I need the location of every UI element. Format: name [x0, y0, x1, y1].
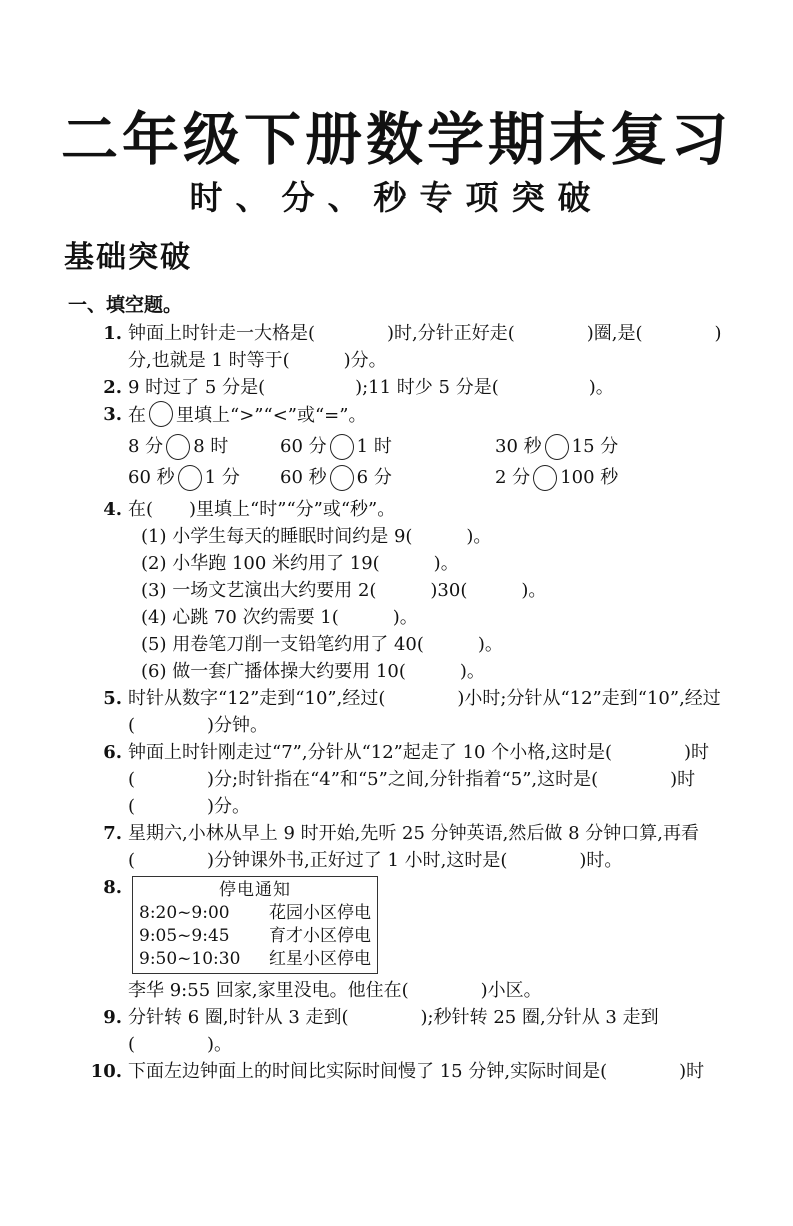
question-line: 分针转 6 圈,时针从 3 走到( );秒针转 25 圈,分针从 3 走到( )。: [128, 1007, 659, 1056]
comparison-circle: [545, 434, 569, 460]
question-line: 钟面上时针走一大格是( )时,分针正好走( )圈,是( ): [128, 323, 722, 345]
question-item: [88, 685, 748, 739]
question-line: 星期六,小林从早上 9 时开始,先听 25 分钟英语,然后做 8 分钟口算,再看: [128, 823, 700, 845]
question-number: 4.: [103, 499, 122, 521]
notice-row: [139, 902, 371, 925]
question-line: 在( )里填上“时”“分”或“秒”。: [128, 499, 396, 521]
question-item: [88, 374, 748, 401]
comparison-circle: [166, 434, 190, 460]
question-number: 10.: [90, 1061, 122, 1083]
comparison-cell: [128, 462, 280, 493]
question-body: [128, 820, 748, 874]
section-heading: 基础突破: [64, 240, 192, 276]
question-number: 7.: [103, 823, 122, 845]
question-body: [128, 1004, 748, 1058]
notice-time: 9:05~9:45: [139, 926, 230, 947]
question-line: (1) 小学生每天的睡眠时间约是 9( )。: [141, 526, 492, 548]
notice-title: 停电通知: [219, 880, 291, 901]
question-item: [88, 820, 748, 874]
question-number: 8.: [103, 877, 122, 899]
question-line: 分,也就是 1 时等于( )分。: [128, 350, 387, 372]
notice-label: 育才小区停电: [269, 926, 371, 947]
question-line: (5) 用卷笔刀削一支铅笔约用了 40( )。: [141, 634, 503, 656]
question-line: ( )分;时针指在“4”和“5”之间,分针指着“5”,这时是( )时: [128, 769, 696, 791]
comparison-circle: [149, 401, 173, 427]
question-number: 6.: [103, 742, 122, 764]
comparison-right: 6 分: [356, 467, 392, 489]
comparison-right: 8 时: [193, 436, 229, 458]
worksheet-page: [0, 104, 793, 1226]
question-body: [128, 496, 748, 685]
comparison-left: 60 分: [280, 436, 327, 458]
comparison-cell: [128, 431, 280, 462]
page-subtitle: 时、分、秒专项突破: [189, 178, 604, 218]
question-body: [128, 401, 748, 496]
comparison-right: 1 分: [204, 467, 240, 489]
question-line: 9 时过了 5 分是( );11 时少 5 分是( )。: [128, 377, 614, 399]
comparison-left: 60 秒: [280, 467, 327, 489]
comparison-cell: [280, 431, 495, 462]
question-body: [128, 685, 748, 739]
comparison-right: 1 时: [356, 436, 392, 458]
question-line: ( )分。: [128, 796, 251, 818]
question-line: ( )分钟课外书,正好过了 1 小时,这时是( )时。: [128, 850, 623, 872]
question-body: [128, 1058, 748, 1085]
comparison-left: 60 秒: [128, 467, 175, 489]
notice-time: 9:50~10:30: [139, 949, 241, 970]
question-line: (4) 心跳 70 次约需要 1( )。: [141, 607, 418, 629]
question-item: [88, 1004, 748, 1058]
question-item: [88, 1058, 748, 1085]
comparison-circle: [533, 465, 557, 491]
comparison-right: 15 分: [571, 436, 619, 458]
question-number: 5.: [103, 688, 122, 710]
question-number: 3.: [103, 404, 122, 426]
question-item: [88, 739, 748, 820]
notice-label: 花园小区停电: [269, 903, 371, 924]
question-line: ( )分钟。: [128, 715, 269, 737]
question-body: [128, 374, 748, 401]
question-body: [128, 739, 748, 820]
part-heading: 一、填空题。: [68, 294, 183, 317]
notice-row: [139, 948, 371, 971]
comparison-circle: [178, 465, 202, 491]
question-line: 在 里填上“>”“<”或“=”。: [128, 401, 748, 429]
question-line: 下面左边钟面上的时间比实际时间慢了 15 分钟,实际时间是( )时: [128, 1061, 705, 1083]
question-item: [88, 401, 748, 496]
comparison-left: 8 分: [128, 436, 164, 458]
question-list: [88, 320, 748, 1085]
question-line: (2) 小华跑 100 米约用了 19( )。: [141, 553, 459, 575]
comparison-cell: [495, 431, 748, 462]
question-line: (3) 一场文艺演出大约要用 2( )30( )。: [141, 580, 547, 602]
question-line: 李华 9:55 回家,家里没电。他住在( )小区。: [128, 980, 542, 1002]
comparison-left: 2 分: [495, 467, 531, 489]
question-number: 1.: [103, 323, 122, 345]
notice-time: 8:20~9:00: [139, 903, 230, 924]
page-title: 二年级下册数学期末复习: [61, 106, 732, 173]
question-number: 9.: [103, 1007, 122, 1029]
notice-row: [139, 925, 371, 948]
question-body: [128, 320, 748, 374]
comparison-circle: [330, 465, 354, 491]
question-number: 2.: [103, 377, 122, 399]
question-line: 钟面上时针刚走过“7”,分针从“12”起走了 10 个小格,这时是( )时: [128, 742, 709, 764]
comparison-right: 100 秒: [560, 467, 619, 489]
question-item: [88, 496, 748, 685]
question-line: 时针从数字“12”走到“10”,经过( )小时;分针从“12”走到“10”,经过: [128, 688, 721, 710]
question-item: [88, 874, 748, 1004]
notice-label: 红星小区停电: [269, 949, 371, 970]
comparison-circle: [330, 434, 354, 460]
question-line: (6) 做一套广播体操大约要用 10( )。: [141, 661, 485, 683]
comparison-cell: [495, 462, 748, 493]
question-item: [88, 320, 748, 374]
comparison-cell: [280, 462, 495, 493]
comparison-grid: [128, 431, 748, 493]
comparison-left: 30 秒: [495, 436, 542, 458]
question-body: [128, 874, 748, 1004]
notice-box: [132, 876, 378, 974]
